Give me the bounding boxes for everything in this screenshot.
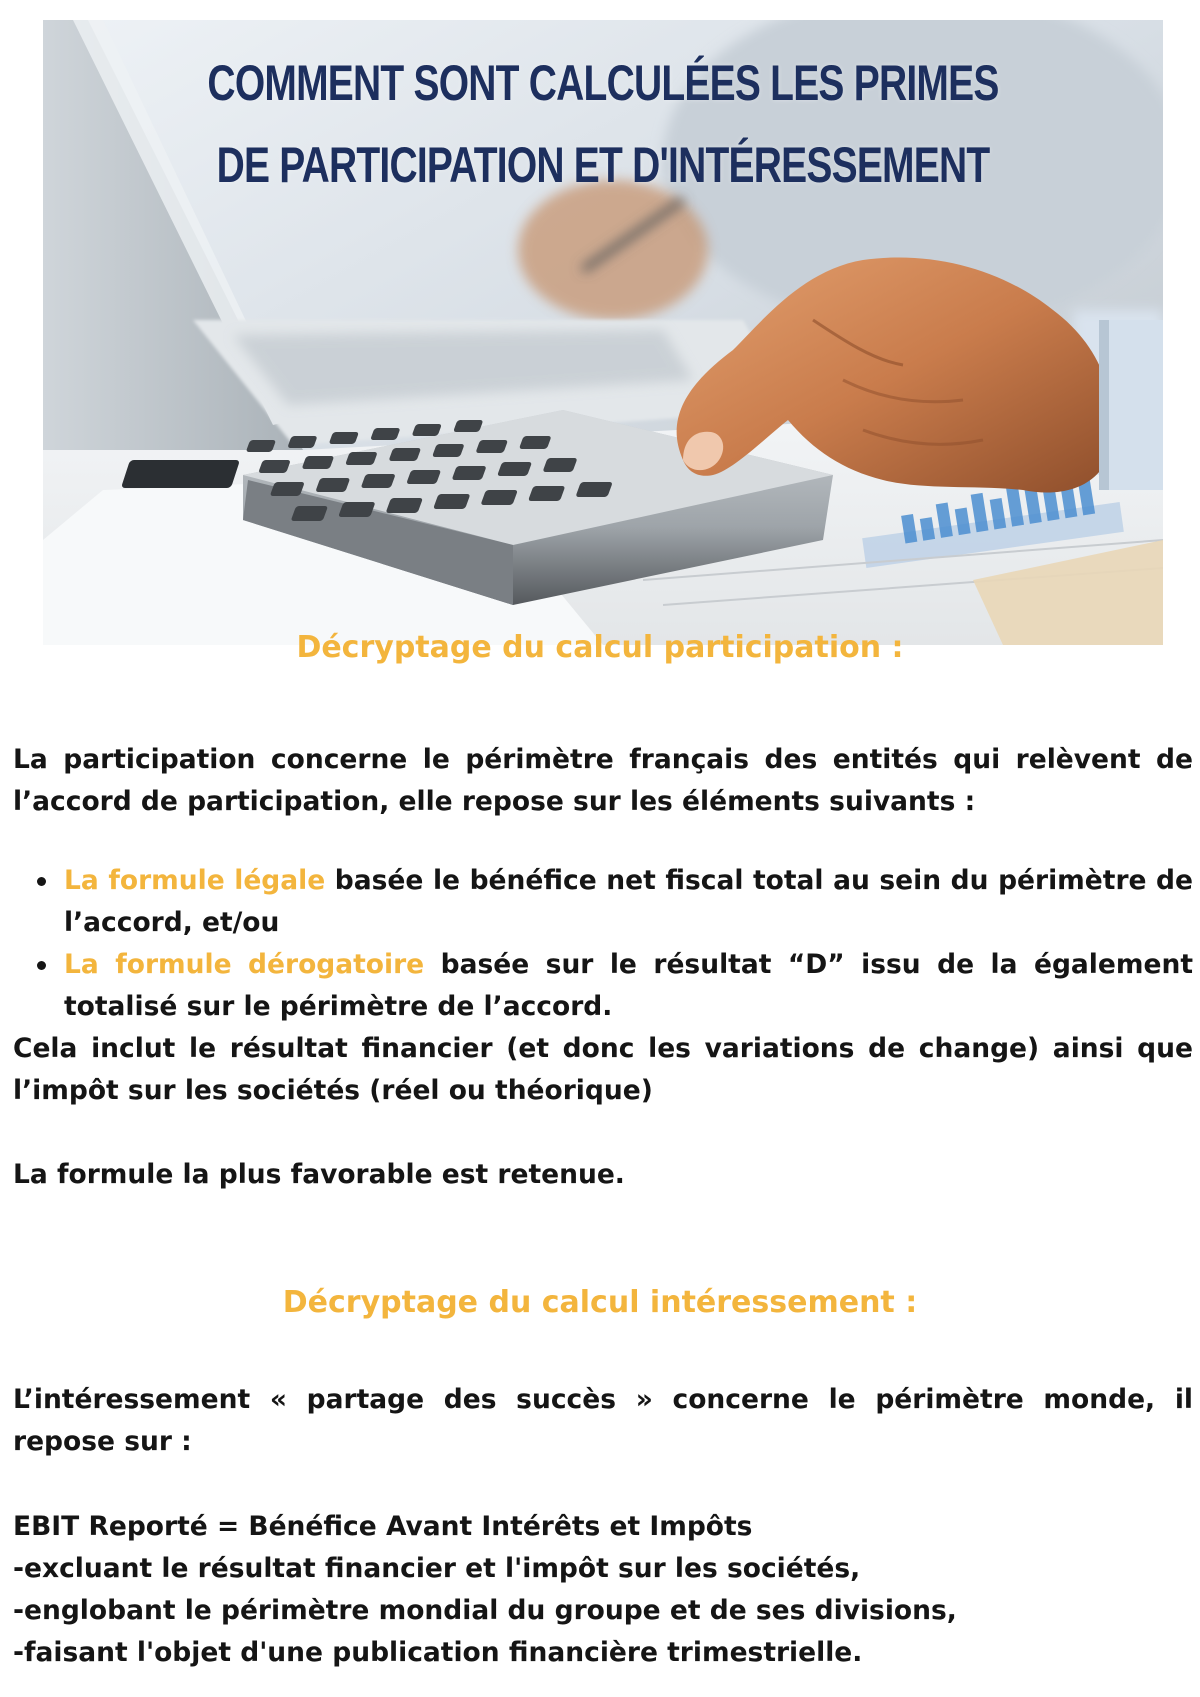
ebit-definition: EBIT Reporté = Bénéfice Avant Intérêts et Impôts <box>13 1511 753 1542</box>
participation-note: Cela inclut le résultat financier (et donc les variations de change) ainsi que l’impôt sur les sociétés (réel ou théorique) <box>13 1033 1193 1106</box>
ebit-criterion: -faisant l'objet d'une publication financière trimestrielle. <box>13 1637 863 1668</box>
interessement-heading: Décryptage du calcul intéressement : <box>282 1285 918 1320</box>
interessement-intro: L’intéressement « partage des succès » concerne le périmètre monde, il repose sur : <box>13 1384 1193 1457</box>
bullet-icon <box>37 961 46 970</box>
participation-formula-list <box>13 860 1193 1028</box>
participation-heading: Décryptage du calcul participation : <box>296 630 904 665</box>
ebit-criterion: -excluant le résultat financier et l'impôt sur les sociétés, <box>13 1553 861 1584</box>
hero-image <box>43 20 1163 645</box>
legal-formula-label: La formule légale <box>64 865 326 896</box>
participation-conclusion: La formule la plus favorable est retenue. <box>13 1159 625 1190</box>
derogatory-formula-label: La formule dérogatoire <box>64 949 425 980</box>
bullet-icon <box>37 877 46 886</box>
list-item <box>13 860 1193 944</box>
page-title: COMMENT SONT CALCULÉES LES PRIMES DE PARTICIPATION ET D'INTÉRESSEMENT <box>207 55 999 193</box>
derogatory-formula-description: basée sur le résultat “D” issu de la également totalisé sur le périmètre de l’accord. <box>64 949 1193 1022</box>
legal-formula-description: basée le bénéfice net fiscal total au sein du périmètre de l’accord, et/ou <box>64 865 1193 938</box>
list-item <box>13 944 1193 1028</box>
ebit-criterion: -englobant le périmètre mondial du groupe et de ses divisions, <box>13 1595 957 1626</box>
participation-intro: La participation concerne le périmètre français des entités qui relèvent de l’accord de participation, elle repose sur les éléments suivants : <box>13 744 1193 817</box>
